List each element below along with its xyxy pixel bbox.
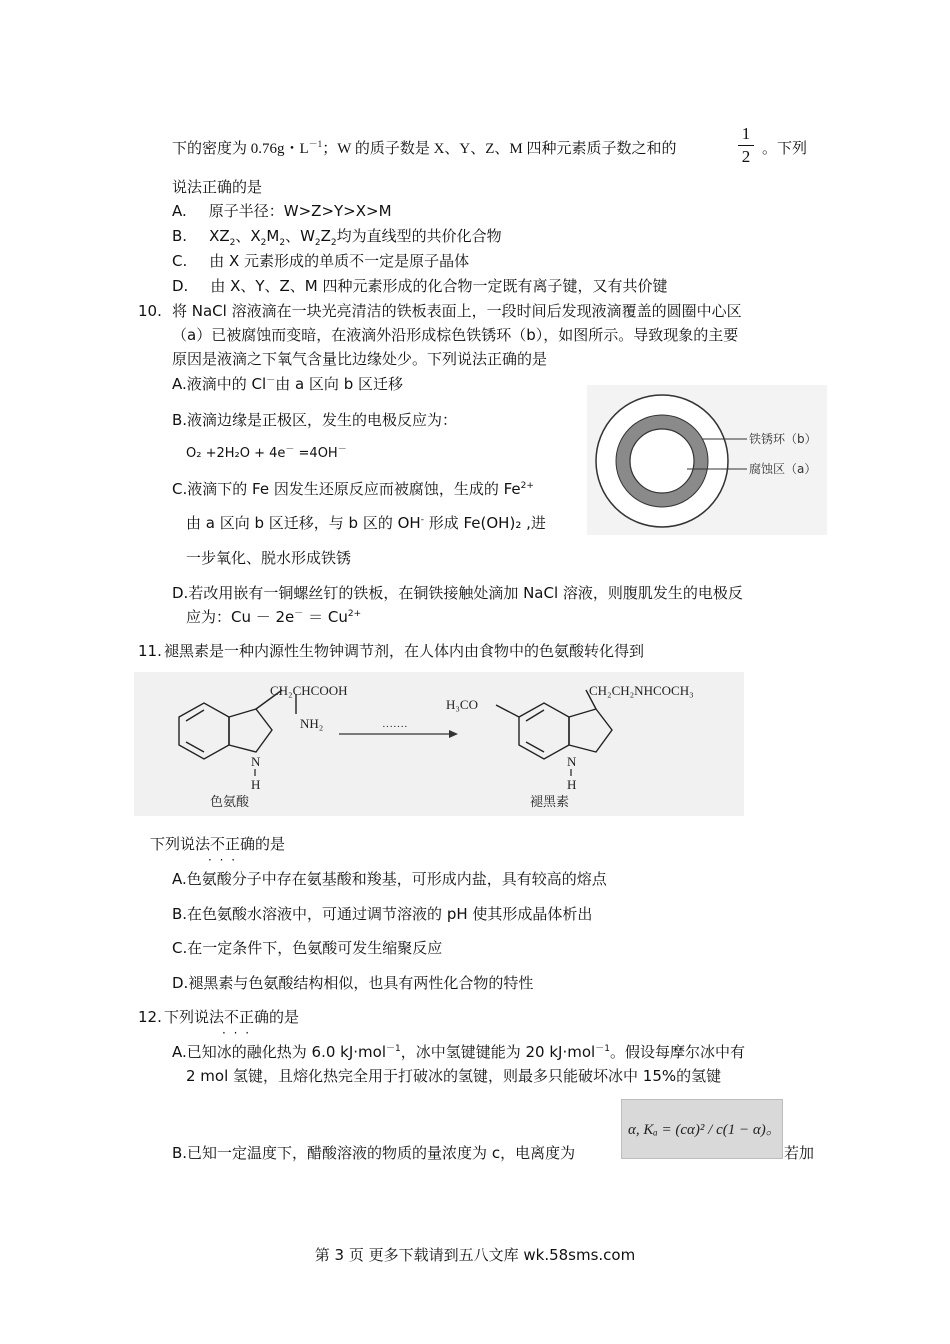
q11-question: 下列说法不正确 · · ·的是	[150, 833, 285, 855]
q11-option-c: C.在一定条件下，色氨酸可发生缩聚反应	[172, 939, 443, 957]
q9-stem-line1-end: 。下列	[762, 141, 808, 157]
q9-option-b: B. $XZ_2$、$X_2M_2$、$W_2Z_2$均为直线型的共价化合物	[172, 227, 502, 248]
melatonin-name: 褪黑素	[530, 795, 570, 810]
q9-stem-line1: 下的密度为 0.76g・$L^{-1}$；W 的质子数是 X、Y、Z、M 四种元素质子数之和的	[172, 139, 677, 157]
corrosion-ring-figure	[587, 385, 827, 535]
q10-option-c-line3: 一步氧化、脱水形成铁锈	[186, 549, 352, 567]
tryptophan-nitrogen: N	[251, 754, 261, 769]
ionization-constant-formula: α, Kₐ = (cα)² / c(1 − α)。	[621, 1099, 783, 1159]
q9-stem-line2: 说法正确的是	[172, 178, 263, 196]
q10-number: 10.	[138, 302, 162, 320]
q9-option-a: A. 原子半径：W>Z>Y>X>M	[172, 202, 392, 220]
melatonin-methoxy: H₃CO	[446, 697, 478, 712]
page-footer: 第 3 页 更多下载请到五八文库 wk.58sms.com	[314, 1246, 636, 1264]
tryptophan-name: 色氨酸	[210, 795, 250, 810]
q9-option-c: C. 由 X 元素形成的单质不一定是原子晶体	[172, 252, 470, 270]
label-corrosion-zone: 腐蚀区（a）	[749, 462, 817, 476]
tryptophan-melatonin-figure	[134, 672, 744, 816]
q10-option-c-line2: 由 a 区向 b 区迁移，与 b 区的 OH- 形成 Fe(OH)₂ ,进	[186, 514, 546, 532]
tryptophan-amine: NH₂	[300, 716, 324, 731]
fraction-one-half: 1 2	[738, 124, 754, 167]
q11-option-d: D.褪黑素与色氨酸结构相似，也具有两性化合物的特性	[172, 974, 534, 992]
melatonin-hydrogen: H	[567, 777, 577, 792]
q12-number: 12.	[138, 1008, 162, 1026]
q10-stem-line2: （a）已被腐蚀而变暗，在液滴外沿形成棕色铁锈环（b），如图所示。导致现象的主要	[172, 326, 739, 344]
q10-option-d-line1: D.若改用嵌有一铜螺丝钉的铁板，在铜铁接触处滴加 NaCl 溶液，则腹肌发生的电极反	[172, 584, 743, 602]
melatonin-nitrogen: N	[567, 754, 577, 769]
q12-question: 下列说法不正确 · · ·的是	[164, 1006, 299, 1028]
melatonin-side-chain: CH₂CH₂NHCOCH₃	[589, 683, 694, 698]
q12-option-b-end: 若加	[784, 1144, 815, 1162]
q12-option-b: B.已知一定温度下，醋酸溶液的物质的量浓度为 c，电离度为	[172, 1144, 576, 1162]
tryptophan-structure	[179, 690, 296, 759]
q10-stem-line3: 原因是液滴之下氧气含量比边缘处少。下列说法正确的是	[172, 350, 548, 368]
q10-option-c-line1: C.液滴下的 Fe 因发生还原反应而被腐蚀，生成的 $Fe^{2+}$	[172, 480, 534, 498]
q11-stem: 褪黑素是一种内源性生物钟调节剂，在人体内由食物中的色氨酸转化得到	[164, 642, 645, 660]
corrosion-zone-a	[630, 429, 694, 493]
q11-option-b: B.在色氨酸水溶液中，可通过调节溶液的 pH 使其形成晶体析出	[172, 905, 593, 923]
q9-option-d: D. 由 X、Y、Z、M 四种元素形成的化合物一定既有离子键，又有共价键	[172, 277, 668, 295]
q11-number: 11.	[138, 642, 162, 660]
q10-option-b-equation: O₂ +2H₂O + 4e－ =4OH－	[186, 444, 347, 461]
tryptophan-hydrogen: H	[251, 777, 261, 792]
q11-option-a: A.色氨酸分子中存在氨基酸和羧基，可形成内盐，具有较高的熔点	[172, 870, 607, 888]
q10-option-b: B.液滴边缘是正极区，发生的电极反应为：	[172, 411, 458, 429]
q10-stem-line1: 将 NaCl 溶液滴在一块光亮清洁的铁板表面上，一段时间后发现液滴覆盖的圆圈中心区	[172, 302, 742, 320]
q12-option-a-line1: A.已知冰的融化热为 6.0 kJ·mol$^{-1}$，冰中氢键键能为 20 kJ·mol$^{-1}$。假设每摩尔冰中有	[172, 1043, 745, 1061]
melatonin-structure	[496, 690, 612, 759]
q10-option-a: A.液滴中的 Cl－由 a 区向 b 区迁移	[172, 375, 403, 393]
q10-option-d-line2: 应为：$Cu - 2e^- = Cu^{2+}$	[186, 608, 362, 626]
q12-option-a-line2: 2 mol 氢键，且熔化热完全用于打破冰的氢键，则最多只能破坏冰中 15%的氢键	[186, 1067, 722, 1085]
tryptophan-side-chain: CH₂CHCOOH	[270, 683, 348, 698]
arrow-text: ·······	[382, 721, 408, 733]
label-rust-ring: 铁锈环（b）	[749, 432, 817, 446]
